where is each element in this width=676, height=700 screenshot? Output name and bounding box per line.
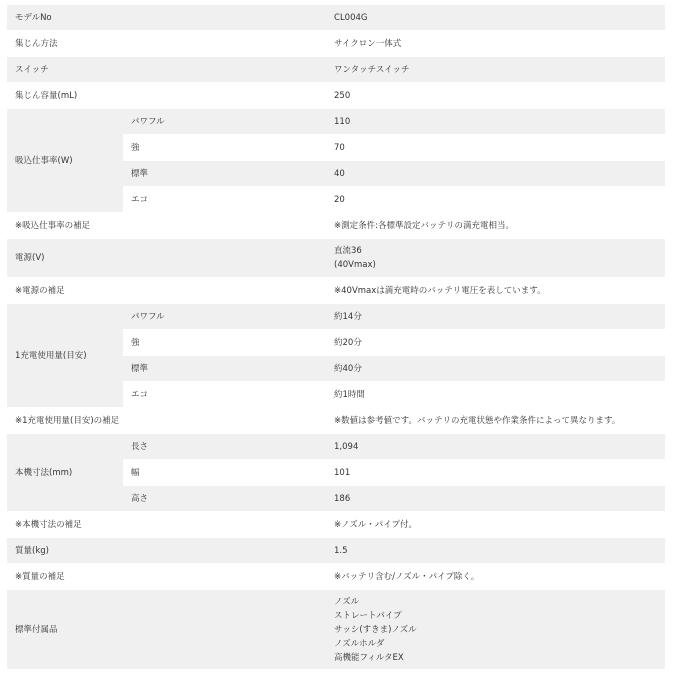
spec-value: 約20分 <box>319 330 665 356</box>
spec-row-power-note <box>7 278 665 304</box>
spec-sublabel: エコ <box>123 187 319 213</box>
spec-value <box>319 239 665 278</box>
spec-sublabel: 強 <box>123 330 319 356</box>
spec-label: 質量(kg) <box>7 538 319 564</box>
spec-value: サイクロン一体式 <box>319 31 665 57</box>
spec-label: ※質量の補足 <box>7 564 319 590</box>
spec-value-line: 直流36 <box>334 246 362 256</box>
spec-value: 101 <box>319 460 665 486</box>
spec-label: 集じん容量(mL) <box>7 83 319 109</box>
spec-value: 約14分 <box>319 304 665 330</box>
spec-label: 本機寸法(mm) <box>7 434 123 512</box>
spec-value <box>319 590 665 670</box>
spec-row-switch <box>7 57 665 83</box>
spec-value: ※バッテリ含む/ノズル・パイプ除く。 <box>319 564 665 590</box>
spec-row-dimensions-note <box>7 512 665 538</box>
spec-table <box>7 4 665 670</box>
spec-row-power <box>7 239 665 278</box>
spec-row-capacity <box>7 83 665 109</box>
accessory-item: ノズルホルダ <box>334 638 385 649</box>
accessory-item: 高機能フィルタEX <box>334 652 404 663</box>
spec-sublabel: 標準 <box>123 356 319 382</box>
spec-value: ※ノズル・パイプ付。 <box>319 512 665 538</box>
spec-label: 標準付属品 <box>7 590 319 670</box>
accessory-item: サッシ(すきま)ノズル <box>334 624 417 635</box>
spec-value-line: (40Vmax) <box>334 260 376 270</box>
spec-label: ※電源の補足 <box>7 278 319 304</box>
spec-row-weight-note <box>7 564 665 590</box>
spec-label: 吸込仕事率(W) <box>7 109 123 213</box>
spec-label: ※吸込仕事率の補足 <box>7 213 319 239</box>
spec-sublabel: 標準 <box>123 161 319 187</box>
spec-row-weight <box>7 538 665 564</box>
spec-value: 1,094 <box>319 434 665 460</box>
spec-value: ※測定条件:各標準設定バッテリの満充電相当。 <box>319 213 665 239</box>
spec-sublabel: 強 <box>123 135 319 161</box>
spec-row-runtime-note <box>7 408 665 434</box>
spec-row-suction <box>7 109 665 135</box>
spec-value: CL004G <box>319 5 665 31</box>
accessory-item: ストレートパイプ <box>334 610 402 621</box>
spec-label: 電源(V) <box>7 239 319 278</box>
spec-value: 20 <box>319 187 665 213</box>
spec-label: スイッチ <box>7 57 319 83</box>
spec-row-dust-method <box>7 31 665 57</box>
spec-label: ※本機寸法の補足 <box>7 512 319 538</box>
spec-value: 約1時間 <box>319 382 665 408</box>
spec-value: ※40Vmaxは満充電時のバッテリ電圧を表しています。 <box>319 278 665 304</box>
spec-sublabel: パワフル <box>123 304 319 330</box>
spec-sublabel: 幅 <box>123 460 319 486</box>
spec-sublabel: パワフル <box>123 109 319 135</box>
spec-sublabel: エコ <box>123 382 319 408</box>
spec-row-accessories <box>7 590 665 670</box>
spec-row-model <box>7 5 665 31</box>
spec-row-dimensions <box>7 434 665 460</box>
spec-value: 40 <box>319 161 665 187</box>
spec-row-suction-note <box>7 213 665 239</box>
spec-value: ワンタッチスイッチ <box>319 57 665 83</box>
spec-row-runtime <box>7 304 665 330</box>
spec-sublabel: 高さ <box>123 486 319 512</box>
spec-value: ※数値は参考値です。バッテリの充電状態や作業条件によって異なります。 <box>319 408 665 434</box>
spec-sublabel: 長さ <box>123 434 319 460</box>
spec-value: 約40分 <box>319 356 665 382</box>
spec-label: 1充電使用量(目安) <box>7 304 123 408</box>
spec-value: 70 <box>319 135 665 161</box>
spec-value: 110 <box>319 109 665 135</box>
spec-value: 186 <box>319 486 665 512</box>
spec-label: 集じん方法 <box>7 31 319 57</box>
spec-value: 1.5 <box>319 538 665 564</box>
spec-label: ※1充電使用量(目安)の補足 <box>7 408 319 434</box>
accessory-item: ノズル <box>334 596 360 607</box>
spec-value: 250 <box>319 83 665 109</box>
spec-label: モデルNo <box>7 5 319 31</box>
